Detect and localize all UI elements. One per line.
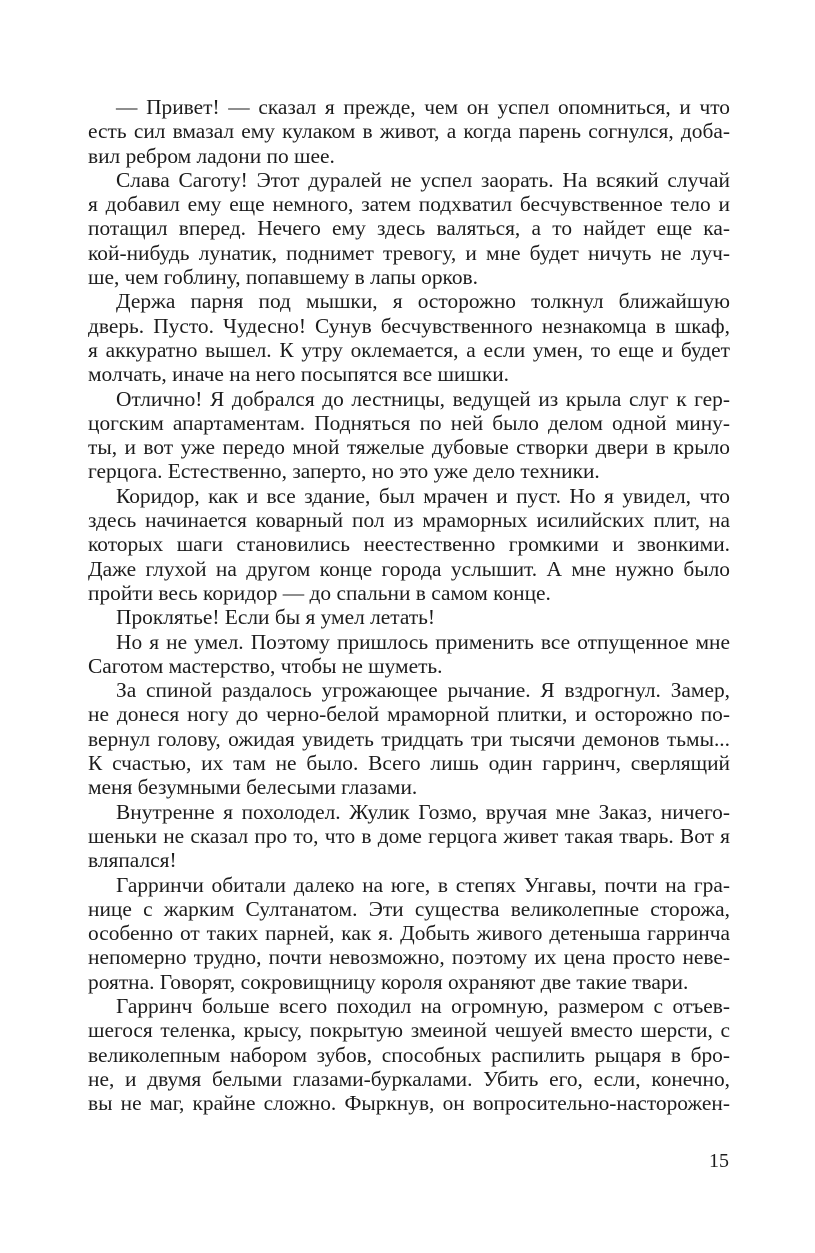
text-line: вляпался! (88, 848, 177, 873)
text-line: Но я не умел. Поэтому пришлось применить все отпущенное мне (116, 629, 730, 654)
text-line: Коридор, как и все здание, был мрачен и пуст. Но я увидел, что (116, 483, 730, 508)
text-line: непомерно трудно, почти невозможно, поэтому их цена просто неве- (88, 945, 730, 970)
text-line: пройти весь коридор — до спальни в самом конце. (88, 580, 551, 605)
text-line: нице с жарким Султанатом. Эти существа великолепные сторожа, (88, 896, 730, 921)
page-number: 15 (709, 1150, 729, 1172)
text-line: Слава Саготу! Этот дуралей не успел заорать. На всякий случай (116, 167, 730, 192)
text-line: вернул голову, ожидая увидеть тридцать три тысячи демонов тьмы... (88, 726, 730, 751)
text-line: Проклятье! Если бы я умел летать! (116, 605, 436, 630)
text-line: цогским апартаментам. Подняться по ней было делом одной мину- (88, 410, 730, 435)
text-line: есть сил вмазал ему кулаком в живот, а когда парень согнулся, доба- (88, 119, 730, 144)
text-line: ты, и вот уже передо мной тяжелые дубовые створки двери в крыло (88, 435, 730, 460)
text-line: Отлично! Я добрался до лестницы, ведущей из крыла слуг к гер- (116, 386, 730, 411)
text-line: я добавил ему еще немного, затем подхватил бесчувственное тело и (88, 192, 730, 217)
text-line: Внутренне я похолодел. Жулик Гозмо, вручая мне Заказ, ничего- (116, 799, 730, 824)
text-line: герцога. Естественно, заперто, но это уже дело техники. (88, 459, 600, 484)
text-line: За спиной раздалось угрожающее рычание. Я вздрогнул. Замер, (116, 678, 730, 703)
text-line: не донеся ногу до черно-белой мраморной плитки, и осторожно по- (88, 702, 730, 727)
text-line: ше, чем гоблину, попавшему в лапы орков. (88, 265, 478, 290)
text-line: здесь начинается коварный пол из мраморных исилийских плит, на (88, 508, 730, 533)
text-line: кой-нибудь лунатик, поднимет тревогу, и мне будет ничуть не луч- (88, 240, 730, 265)
text-line: — Привет! — сказал я прежде, чем он успел опомниться, и что (116, 95, 730, 119)
text-line: не, и двумя белыми глазами-буркалами. Убить его, если, конечно, (88, 1066, 730, 1091)
text-line: я аккуратно вышел. К утру оклемается, а если умен, то еще и будет (88, 337, 730, 362)
text-line: роятна. Говорят, сокровищницу короля охраняют две такие твари. (88, 969, 689, 994)
text-line: меня безумными белесыми глазами. (88, 775, 418, 800)
text-line: вы не маг, крайне сложно. Фыркнув, он вопросительно-насторожен- (88, 1091, 730, 1116)
text-line: потащил вперед. Нечего ему здесь валяться, а то найдет еще ка- (88, 216, 730, 241)
text-line: вил ребром ладони по шее. (88, 143, 335, 168)
text-line: особенно от таких парней, как я. Добыть живого детеныша гарринча (88, 921, 730, 946)
text-line: Держа парня под мышки, я осторожно толкнул ближайшую (116, 289, 730, 314)
text-line: Гарринчи обитали далеко на юге, в степях Унгавы, почти на гра- (116, 872, 730, 897)
text-line: дверь. Пусто. Чудесно! Сунув бесчувственного незнакомца в шкаф, (88, 313, 730, 338)
text-line: молчать, иначе на него посыпятся все шишки. (88, 362, 510, 387)
text-line: Саготом мастерство, чтобы не шуметь. (88, 653, 443, 678)
text-line: шеньки не сказал про то, что в доме герцога живет такая тварь. Вот я (88, 823, 730, 848)
text-line: К счастью, их там не было. Всего лишь один гарринч, сверлящий (88, 751, 730, 776)
text-line: великолепным набором зубов, способных распилить рыцаря в бро- (88, 1042, 730, 1067)
text-line: шегося теленка, крысу, покрытую змеиной чешуей вместо шерсти, с (88, 1018, 730, 1043)
text-line: Гарринч больше всего походил на огромную, размером с отъев- (116, 993, 730, 1018)
text-line: которых шаги становились неестественно громкими и звонкими. (88, 532, 730, 557)
text-line: Даже глухой на другом конце города услышит. А мне нужно было (88, 556, 730, 581)
page-body-text (88, 95, 730, 1115)
